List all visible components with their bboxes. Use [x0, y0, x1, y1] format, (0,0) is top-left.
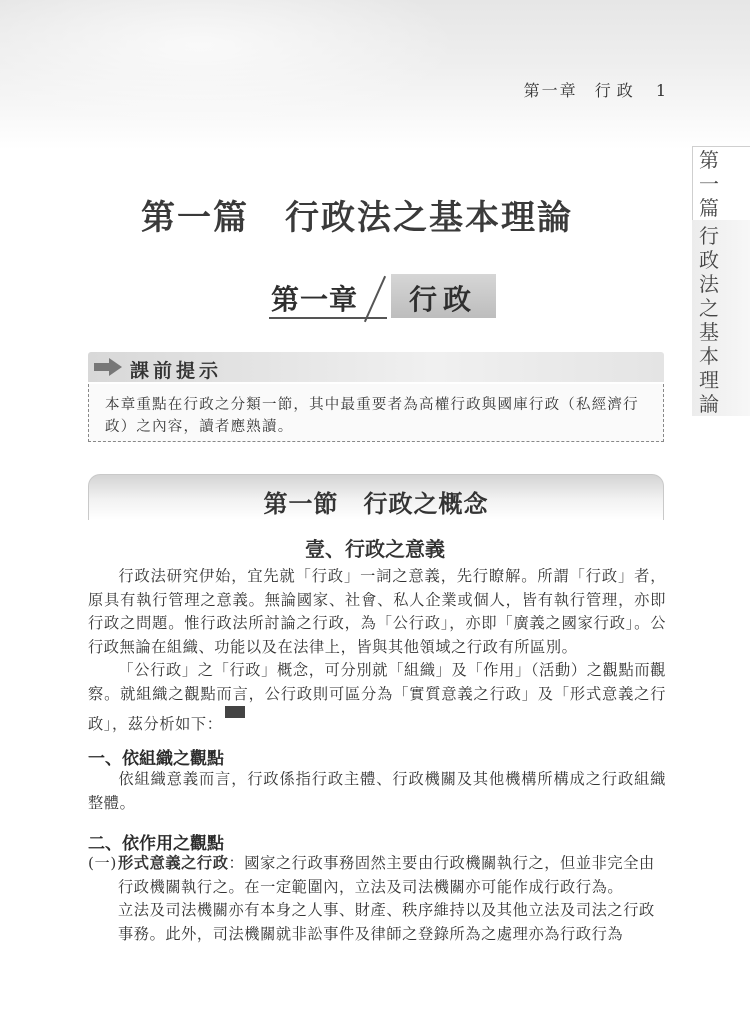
arrow-right-icon — [94, 358, 122, 376]
paragraph-1: 行政法研究伊始，宜先就「行政」一詞之意義，先行瞭解。所謂「行政」者，原具有執行管理之意義。無論國家、社會、私人企業或個人，皆有執行管理，亦即行政之問題。惟行政法所討論之行政，為「公行政」，亦即「廣義之國家行政」。公行政無論在組織、功能以及在法律上，皆與其他領域之行政有所區別。 — [88, 567, 666, 656]
chapter-heading — [263, 270, 498, 322]
footnote-marker-icon: 註一 — [225, 706, 245, 718]
header-title: 行政 — [594, 81, 639, 100]
body-paragraphs — [88, 565, 666, 737]
section-title: 第一節 行政之概念 — [263, 490, 489, 518]
part-title: 第一篇 行政法之基本理論 — [141, 198, 573, 238]
item-text: ：國家之行政事務固然主要由行政機關執行之，但並非完全由行政機關執行之。在一定範圍內，立法及司法機關亦可能作成行政行為。 — [118, 854, 655, 896]
hint-label: 課前提示 — [130, 360, 223, 382]
page-number: 1 — [655, 81, 668, 100]
side-tab-part: 第 一 篇 — [699, 148, 719, 220]
chapter-number: 第一章 — [271, 283, 359, 316]
side-tab-part-title: 行 政 法 之 基 本 理 論 — [699, 224, 719, 416]
section-heading — [88, 474, 664, 520]
hint-header — [88, 352, 664, 382]
header-background — [0, 0, 750, 150]
hint-text: 本章重點在行政之分類一節，其中最重要者為高權行政與國庫行政（私經濟行政）之內容，讀者應熟讀。 — [88, 384, 664, 442]
side-tab — [692, 146, 750, 416]
organization-paragraph: 依組織意義而言，行政係指行政主體、行政機關及其他機構所構成之行政組織整體。 — [88, 770, 666, 812]
heading-function: 二、依作用之觀點 — [88, 834, 224, 854]
subsection-title: 壹、行政之意義 — [305, 537, 445, 561]
list-item — [88, 852, 666, 946]
item-text-continued: 立法及司法機關亦有本身之人事、財產、秩序維持以及其他立法及司法之行政事務。此外，司法機關就非訟事件及律師之登錄所為之處理亦為行政行為 — [118, 901, 655, 943]
header-chapter: 第一章 — [523, 81, 578, 100]
running-header — [514, 78, 668, 101]
chapter-title: 行政 — [409, 283, 478, 316]
item-term: 形式意義之行政 — [118, 854, 229, 872]
heading-organization: 一、依組織之觀點 — [88, 749, 224, 769]
paragraph-2: 「公行政」之「行政」概念，可分別就「組織」及「作用」（活動）之觀點而觀察。就組織之觀點而言，公行政則可區分為「實質意義之行政」及「形式意義之行政」，茲分析如下：註一 — [88, 661, 666, 733]
item-marker: (一) — [88, 854, 117, 872]
